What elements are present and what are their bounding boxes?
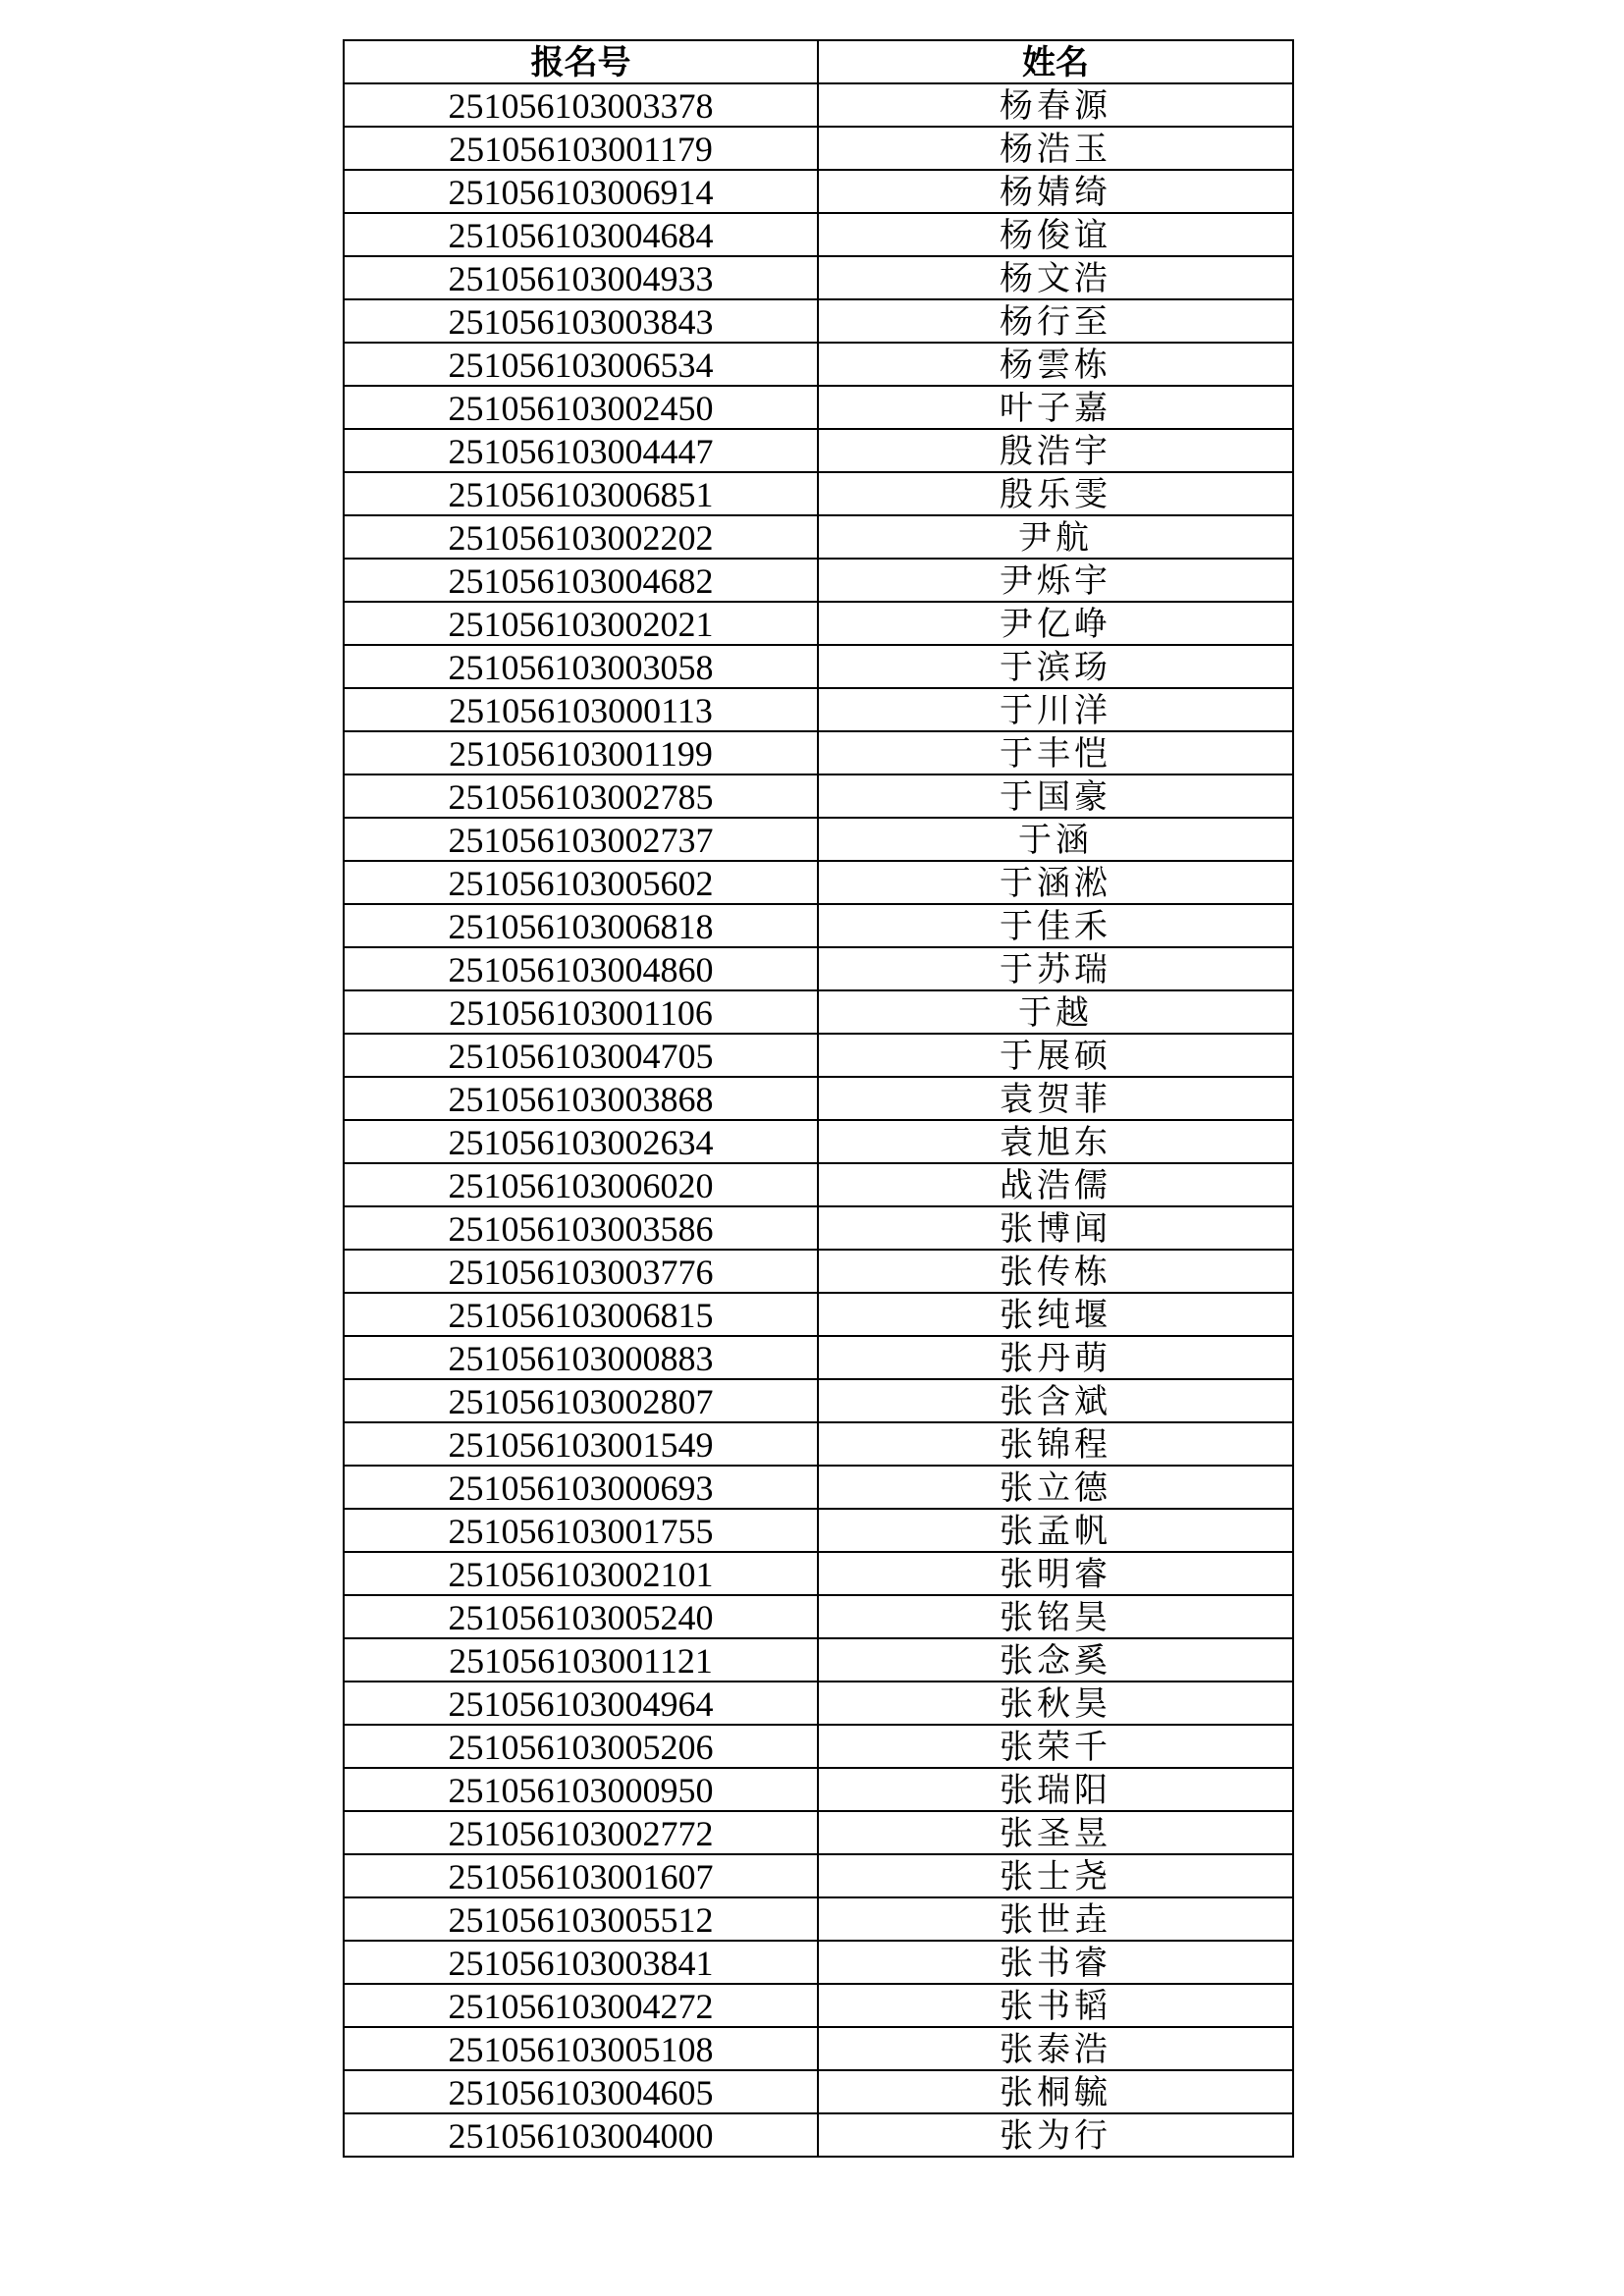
table-row — [344, 1466, 1293, 1509]
name-cell: 于苏瑞 — [818, 947, 1293, 990]
name-cell: 张荣千 — [818, 1725, 1293, 1768]
name-cell: 尹亿峥 — [818, 602, 1293, 645]
name-cell: 于展硕 — [818, 1034, 1293, 1077]
table-row — [344, 429, 1293, 472]
registration-number-cell: 251056103002202 — [344, 515, 818, 559]
table-body — [344, 83, 1293, 2157]
registration-number-cell: 251056103005206 — [344, 1725, 818, 1768]
registration-number-cell: 251056103000883 — [344, 1336, 818, 1379]
table-row — [344, 1077, 1293, 1120]
name-cell: 杨文浩 — [818, 256, 1293, 299]
registration-number-cell: 251056103006815 — [344, 1293, 818, 1336]
registration-number-cell: 251056103000113 — [344, 688, 818, 731]
table-row — [344, 1552, 1293, 1595]
table-row — [344, 515, 1293, 559]
header-registration-number: 报名号 — [344, 40, 818, 83]
registration-number-cell: 251056103005240 — [344, 1595, 818, 1638]
registration-number-cell: 251056103005108 — [344, 2027, 818, 2070]
table-row — [344, 1250, 1293, 1293]
registration-number-cell: 251056103006851 — [344, 472, 818, 515]
name-cell: 张纯堰 — [818, 1293, 1293, 1336]
name-cell: 袁贺菲 — [818, 1077, 1293, 1120]
name-cell: 张书睿 — [818, 1941, 1293, 1984]
registration-number-cell: 251056103002807 — [344, 1379, 818, 1422]
table-row — [344, 213, 1293, 256]
registration-number-cell: 251056103001755 — [344, 1509, 818, 1552]
registration-number-cell: 251056103004605 — [344, 2070, 818, 2113]
name-cell: 杨俊谊 — [818, 213, 1293, 256]
table-row — [344, 1811, 1293, 1854]
table-row — [344, 386, 1293, 429]
table-row — [344, 1509, 1293, 1552]
name-cell: 于越 — [818, 990, 1293, 1034]
table-row — [344, 1163, 1293, 1206]
registration-number-cell: 251056103004860 — [344, 947, 818, 990]
name-cell: 袁旭东 — [818, 1120, 1293, 1163]
table-row — [344, 299, 1293, 343]
registration-number-cell: 251056103004682 — [344, 559, 818, 602]
table-row — [344, 1725, 1293, 1768]
name-cell: 张立德 — [818, 1466, 1293, 1509]
table-row — [344, 559, 1293, 602]
registration-number-cell: 251056103002101 — [344, 1552, 818, 1595]
table-row — [344, 1293, 1293, 1336]
registration-number-cell: 251056103001106 — [344, 990, 818, 1034]
registration-number-cell: 251056103002785 — [344, 774, 818, 818]
registration-number-cell: 251056103004964 — [344, 1682, 818, 1725]
name-cell: 张瑞阳 — [818, 1768, 1293, 1811]
name-cell: 于涵淞 — [818, 861, 1293, 904]
registration-number-cell: 251056103003843 — [344, 299, 818, 343]
name-cell: 张丹萌 — [818, 1336, 1293, 1379]
table-row — [344, 645, 1293, 688]
registration-number-cell: 251056103004000 — [344, 2113, 818, 2157]
table-row — [344, 1984, 1293, 2027]
registration-number-cell: 251056103002772 — [344, 1811, 818, 1854]
table-row — [344, 1034, 1293, 1077]
name-cell: 战浩儒 — [818, 1163, 1293, 1206]
name-cell: 于国豪 — [818, 774, 1293, 818]
name-cell: 张博闻 — [818, 1206, 1293, 1250]
name-cell: 殷浩宇 — [818, 429, 1293, 472]
name-cell: 张圣昱 — [818, 1811, 1293, 1854]
name-cell: 张秋昊 — [818, 1682, 1293, 1725]
table-row — [344, 256, 1293, 299]
name-cell: 叶子嘉 — [818, 386, 1293, 429]
registration-number-cell: 251056103006534 — [344, 343, 818, 386]
name-cell: 张念奚 — [818, 1638, 1293, 1682]
name-cell: 张孟帆 — [818, 1509, 1293, 1552]
name-cell: 张士尧 — [818, 1854, 1293, 1897]
name-cell: 张书韬 — [818, 1984, 1293, 2027]
name-cell: 于涵 — [818, 818, 1293, 861]
table-row — [344, 688, 1293, 731]
name-cell: 于丰恺 — [818, 731, 1293, 774]
name-cell: 尹航 — [818, 515, 1293, 559]
table-row — [344, 127, 1293, 170]
table-row — [344, 1379, 1293, 1422]
table-row — [344, 861, 1293, 904]
name-cell: 于川洋 — [818, 688, 1293, 731]
name-cell: 张世垚 — [818, 1897, 1293, 1941]
table-row — [344, 1206, 1293, 1250]
registration-number-cell: 251056103000693 — [344, 1466, 818, 1509]
name-cell: 张桐毓 — [818, 2070, 1293, 2113]
registration-number-cell: 251056103001179 — [344, 127, 818, 170]
table-row — [344, 774, 1293, 818]
name-cell: 杨雲栋 — [818, 343, 1293, 386]
registration-number-cell: 251056103003841 — [344, 1941, 818, 1984]
registration-number-cell: 251056103005512 — [344, 1897, 818, 1941]
table-row — [344, 1120, 1293, 1163]
table-row — [344, 2070, 1293, 2113]
registration-number-cell: 251056103004272 — [344, 1984, 818, 2027]
name-cell: 于滨玚 — [818, 645, 1293, 688]
table-row — [344, 1336, 1293, 1379]
table-row — [344, 2027, 1293, 2070]
registration-number-cell: 251056103003378 — [344, 83, 818, 127]
registration-number-cell: 251056103002737 — [344, 818, 818, 861]
header-name: 姓名 — [818, 40, 1293, 83]
name-cell: 张铭昊 — [818, 1595, 1293, 1638]
registration-number-cell: 251056103001199 — [344, 731, 818, 774]
name-cell: 杨浩玉 — [818, 127, 1293, 170]
registration-number-cell: 251056103001549 — [344, 1422, 818, 1466]
table-row — [344, 990, 1293, 1034]
table-row — [344, 343, 1293, 386]
registration-number-cell: 251056103006914 — [344, 170, 818, 213]
table-row — [344, 731, 1293, 774]
table-row — [344, 83, 1293, 127]
registration-number-cell: 251056103000950 — [344, 1768, 818, 1811]
name-cell: 尹烁宇 — [818, 559, 1293, 602]
registration-table — [343, 39, 1294, 2158]
registration-number-cell: 251056103001607 — [344, 1854, 818, 1897]
name-cell: 张锦程 — [818, 1422, 1293, 1466]
name-cell: 杨婧绮 — [818, 170, 1293, 213]
registration-number-cell: 251056103004684 — [344, 213, 818, 256]
name-cell: 殷乐雯 — [818, 472, 1293, 515]
name-cell: 张泰浩 — [818, 2027, 1293, 2070]
registration-number-cell: 251056103006020 — [344, 1163, 818, 1206]
registration-number-cell: 251056103003776 — [344, 1250, 818, 1293]
registration-number-cell: 251056103004447 — [344, 429, 818, 472]
name-cell: 于佳禾 — [818, 904, 1293, 947]
registration-number-cell: 251056103004705 — [344, 1034, 818, 1077]
table-row — [344, 1768, 1293, 1811]
registration-number-cell: 251056103004933 — [344, 256, 818, 299]
name-cell: 张传栋 — [818, 1250, 1293, 1293]
registration-number-cell: 251056103003058 — [344, 645, 818, 688]
table-row — [344, 1897, 1293, 1941]
table-row — [344, 1638, 1293, 1682]
registration-number-cell: 251056103003586 — [344, 1206, 818, 1250]
registration-number-cell: 251056103006818 — [344, 904, 818, 947]
registration-number-cell: 251056103002634 — [344, 1120, 818, 1163]
name-cell: 杨行至 — [818, 299, 1293, 343]
registration-number-cell: 251056103005602 — [344, 861, 818, 904]
table-row — [344, 1941, 1293, 1984]
table-row — [344, 947, 1293, 990]
table-row — [344, 2113, 1293, 2157]
table-row — [344, 1595, 1293, 1638]
table-row — [344, 602, 1293, 645]
table-row — [344, 1854, 1293, 1897]
table-row — [344, 170, 1293, 213]
registration-number-cell: 251056103003868 — [344, 1077, 818, 1120]
name-cell: 张明睿 — [818, 1552, 1293, 1595]
table-row — [344, 1422, 1293, 1466]
name-cell: 杨春源 — [818, 83, 1293, 127]
table-row — [344, 1682, 1293, 1725]
registration-number-cell: 251056103002021 — [344, 602, 818, 645]
registration-number-cell: 251056103001121 — [344, 1638, 818, 1682]
table-row — [344, 472, 1293, 515]
header-row — [344, 40, 1293, 83]
table-row — [344, 818, 1293, 861]
table-row — [344, 904, 1293, 947]
name-cell: 张为行 — [818, 2113, 1293, 2157]
registration-number-cell: 251056103002450 — [344, 386, 818, 429]
name-cell: 张含斌 — [818, 1379, 1293, 1422]
